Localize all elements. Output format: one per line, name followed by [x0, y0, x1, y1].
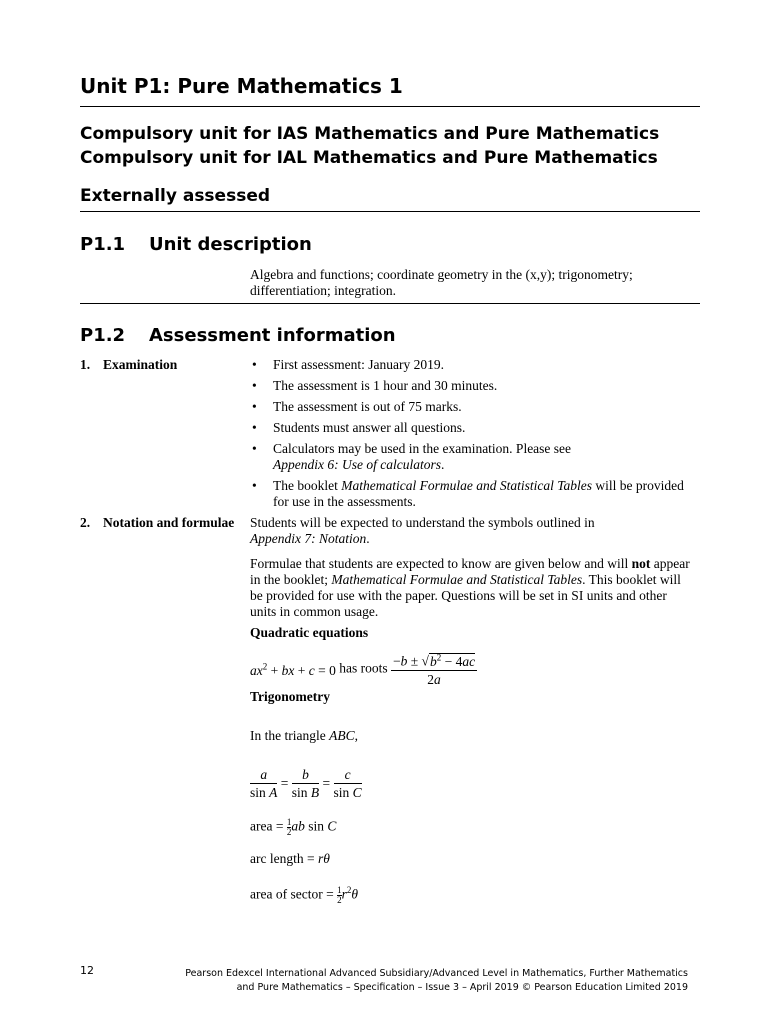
triangle-intro: In the triangle	[250, 728, 326, 743]
has-roots-text: has roots	[339, 660, 388, 676]
compulsory-ias: Compulsory unit for IAS Mathematics and Pure Mathematics	[80, 124, 660, 144]
unit-title: Unit P1: Pure Mathematics 1	[80, 74, 403, 98]
triangle-text: In the triangle ABC,	[250, 728, 358, 743]
list-item: • The assessment is 1 hour and 30 minutes.	[250, 378, 690, 394]
list-item: • The assessment is out of 75 marks.	[250, 399, 690, 415]
examination-label	[80, 357, 177, 373]
bullet-text: The booklet	[273, 478, 342, 493]
formula-lhs: $ax^2$ + bx + c = 0	[250, 661, 336, 678]
divider	[80, 211, 700, 212]
triangle-name: ABC	[329, 728, 355, 743]
section-heading-assessment-information	[80, 325, 396, 346]
footer-line-2: and Pure Mathematics – Specification – Issue 3 – April 2019 © Pearson Education Limited 2019	[236, 982, 688, 993]
triangle-area-formula: area = $\frac{1}{2}$ ab sin C	[250, 817, 337, 837]
quadratic-roots-fraction: $\frac{-b \pm √b^2 - 4ac}{2a}$	[391, 649, 477, 688]
description-line-2: differentiation; integration.	[250, 283, 396, 298]
list-item	[250, 478, 690, 510]
footer-text	[185, 967, 688, 995]
trigonometry-heading: Trigonometry	[250, 689, 330, 704]
externally-assessed: Externally assessed	[80, 186, 271, 206]
list-item: • First assessment: January 2019.	[250, 357, 690, 373]
emphasis: not	[631, 556, 651, 571]
paragraph-text: Formulae that students are expected to know are given below and will	[250, 556, 632, 571]
examination-bullet-list	[250, 357, 690, 515]
sine-rule-formula: $\frac{a}{\text{sin A}}$ = $\frac{b}{\text{sin B}}$ = $\frac{c}{\text{sin C}}$	[250, 767, 362, 800]
page-number: 12	[80, 964, 94, 977]
unit-description	[250, 267, 690, 299]
section-number: P1.1	[80, 234, 126, 255]
paragraph-text: appear in the booklet;	[250, 556, 690, 587]
appendix-reference: Appendix 7: Notation	[250, 531, 367, 546]
formulae-paragraph	[250, 556, 690, 620]
section-title: Assessment information	[149, 325, 396, 346]
quadratic-heading: Quadratic equations	[250, 625, 369, 640]
list-item: • Students must answer all questions.	[250, 420, 690, 436]
formula-label: area of sector =	[250, 886, 334, 902]
item-label: Notation and formulae	[103, 515, 235, 530]
appendix-reference: Appendix 6: Use of calculators	[273, 457, 441, 472]
quadratic-formula	[250, 649, 477, 688]
bullet-text: will be provided for use in the assessments.	[273, 478, 684, 509]
divider	[80, 106, 700, 107]
section-heading-unit-description	[80, 234, 312, 255]
item-label: Examination	[103, 357, 178, 372]
formula-label: area =	[250, 818, 284, 834]
item-number: 1.	[80, 357, 91, 372]
sector-area-formula: area of sector = $\frac{1}{2}$ $r^2\theta$	[250, 884, 358, 905]
divider	[80, 303, 700, 304]
arc-length-formula: arc length = rθ	[250, 851, 330, 866]
punctuation: .	[440, 457, 445, 472]
item-number: 2.	[80, 515, 91, 530]
notation-label	[80, 515, 234, 531]
booklet-title: Mathematical Formulae and Statistical Tables	[331, 572, 583, 587]
section-title: Unit description	[149, 234, 312, 255]
punctuation: .	[366, 531, 370, 546]
paragraph-text: . This booklet will be provided for use with the paper. Questions will be set in SI units and other units in common usage.	[250, 572, 681, 619]
compulsory-ial: Compulsory unit for IAL Mathematics and Pure Mathematics	[80, 148, 658, 168]
notation-intro	[250, 515, 690, 547]
section-number: P1.2	[80, 325, 126, 346]
formula-label: arc length =	[250, 851, 315, 866]
list-item	[250, 441, 690, 473]
bullet-text: Calculators may be used in the examination. Please see	[273, 441, 572, 456]
footer-line-1: Pearson Edexcel International Advanced Subsidiary/Advanced Level in Mathematics, Further Mathematics	[185, 968, 688, 979]
booklet-title: Mathematical Formulae and Statistical Tables	[341, 478, 592, 493]
intro-text: Students will be expected to understand the symbols outlined in	[250, 515, 595, 530]
description-line-1: Algebra and functions; coordinate geometry in the (x,y); trigonometry;	[250, 267, 633, 282]
